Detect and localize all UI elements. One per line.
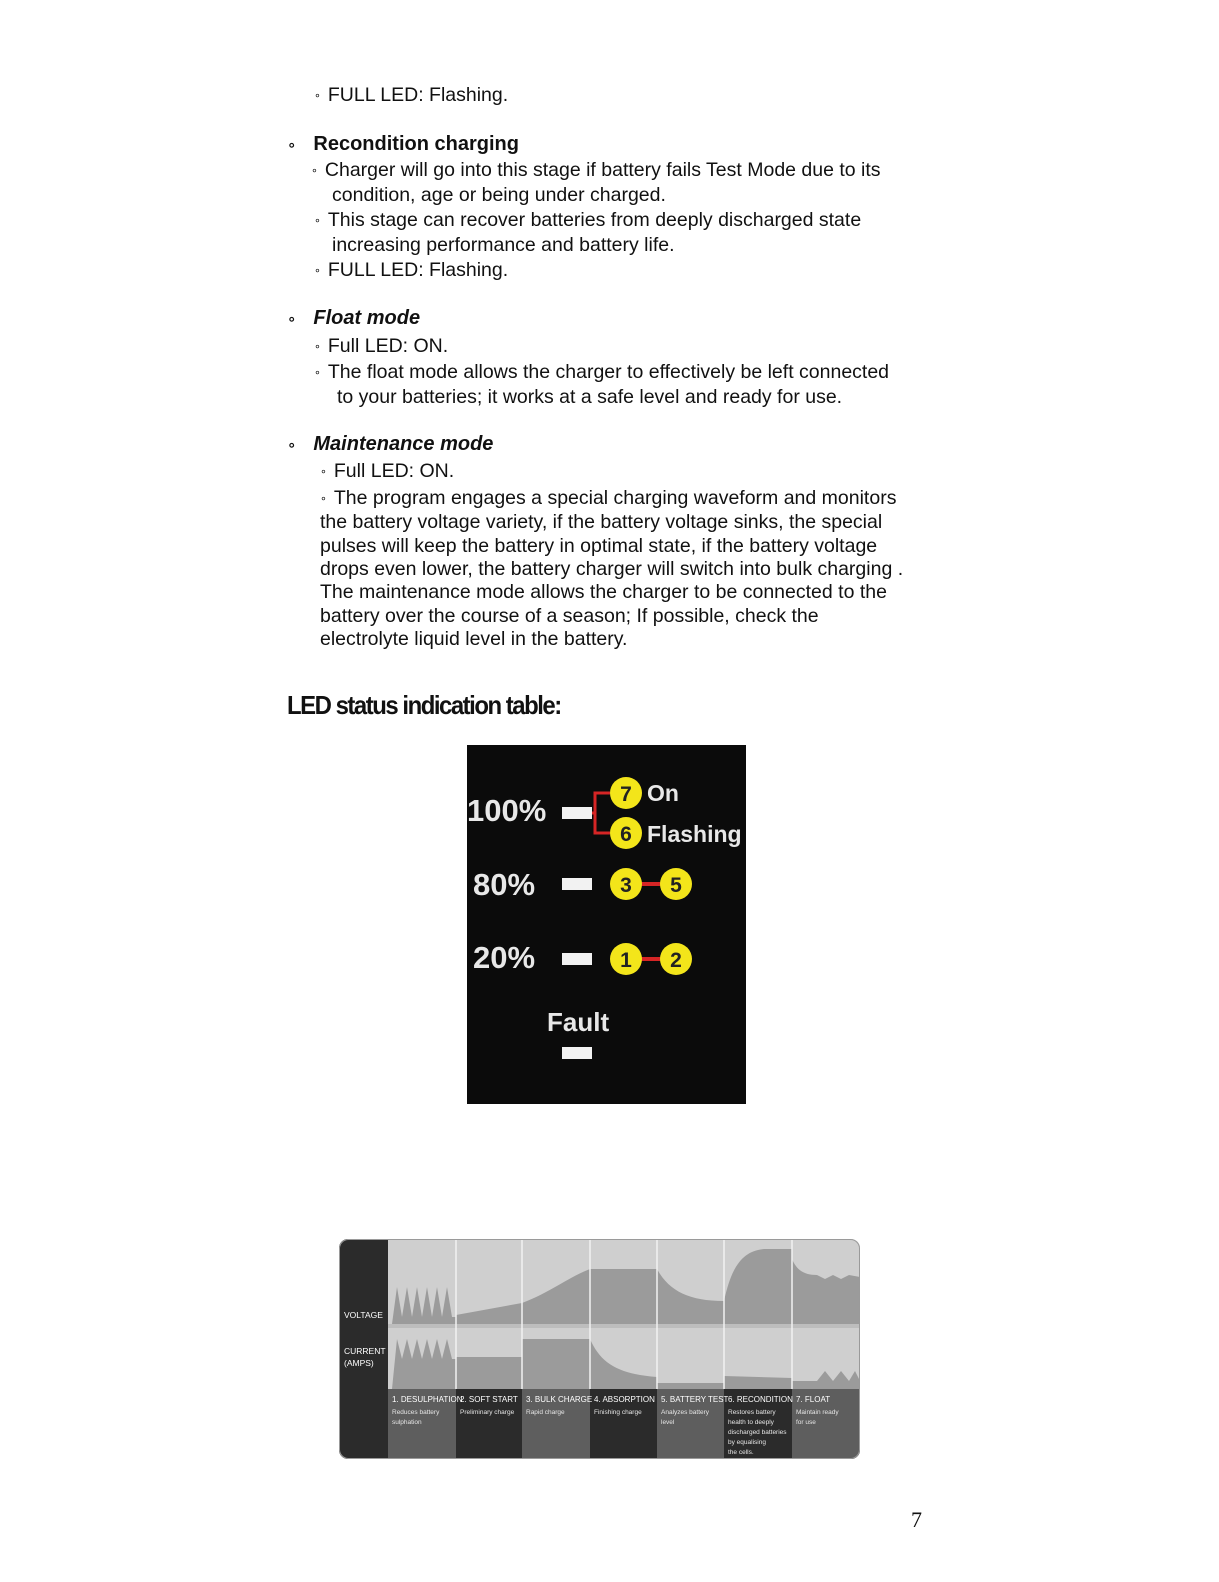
stage-desc-6: health to deeply (728, 1419, 774, 1426)
item-text: FULL LED: Flashing. (327, 84, 509, 106)
item-text: Charger will go into this stage if battery fails Test Mode due to its (324, 159, 881, 181)
voltage-absorption (590, 1269, 657, 1324)
heading-maintenance-mode: Maintenance mode (313, 433, 494, 455)
section-maintenance (287, 433, 493, 456)
stage-name-6: 6. RECONDITION (728, 1395, 793, 1404)
list-item (314, 83, 508, 108)
led-status-panel (467, 745, 746, 1104)
item-text: The program engages a special charging waveform and monitors (333, 487, 897, 509)
current-bulk (522, 1339, 590, 1389)
stage-desc-6: by equalising (728, 1439, 766, 1446)
bullet: ∘ (320, 493, 327, 505)
amps-label: (AMPS) (344, 1358, 374, 1368)
stage-desc-1: sulphation (392, 1419, 422, 1426)
level-label-100: 100% (467, 793, 547, 828)
level-label-80: 80% (473, 867, 536, 902)
led-bar-80 (562, 878, 592, 890)
stage-number-3: 3 (620, 874, 632, 897)
stage-desc-2: Preliminary charge (460, 1409, 515, 1416)
divider-voltage-current (388, 1324, 860, 1328)
fault-label: Fault (547, 1007, 610, 1037)
charging-stage-chart (339, 1239, 860, 1459)
item-text: The float mode allows the charger to effectively be left connected (327, 361, 890, 383)
heading-recondition-charging: Recondition charging (313, 133, 519, 155)
current-soft-start (456, 1357, 522, 1389)
stage-desc-1: Reduces battery (392, 1409, 440, 1416)
stage-number-6: 6 (620, 823, 632, 846)
bullet: ∘ (311, 165, 318, 177)
stage-name-7: 7. FLOAT (796, 1395, 831, 1404)
current-test (657, 1383, 724, 1389)
item-text-continued: condition, age or being under charged. (332, 184, 666, 206)
current-label: CURRENT (344, 1346, 386, 1356)
bullet: ∘ (287, 437, 297, 454)
stage-name-4: 4. ABSORPTION (594, 1395, 655, 1404)
item-text-continued: drops even lower, the battery charger will switch into bulk charging . (320, 558, 904, 580)
voltage-label: VOLTAGE (344, 1310, 383, 1320)
page-number: 7 (911, 1507, 922, 1532)
stage-desc-5: Analyzes battery (661, 1409, 710, 1416)
stage-desc-6: the cells. (728, 1449, 754, 1456)
level-label-20: 20% (473, 940, 536, 975)
bullet: ∘ (314, 265, 321, 277)
stage-number-7: 7 (620, 783, 632, 806)
item-text-continued: the battery voltage variety, if the battery voltage sinks, the special (320, 511, 883, 533)
list-item (314, 208, 861, 233)
item-text: Full LED: ON. (333, 460, 455, 482)
stage-number-5: 5 (670, 874, 682, 897)
list-item (314, 334, 448, 359)
list-item (314, 360, 889, 385)
stage-desc-7: Maintain ready (796, 1409, 839, 1416)
item-text-continued: increasing performance and battery life. (332, 234, 675, 256)
item-text-continued: to your batteries; it works at a safe level and ready for use. (337, 386, 843, 408)
stage-desc-6: discharged batteries (728, 1429, 787, 1436)
list-item (314, 258, 508, 283)
stage-name-1: 1. DESULPHATION (392, 1395, 463, 1404)
list-item (320, 459, 454, 484)
led-bar-fault (562, 1047, 592, 1059)
stage-name-2: 2. SOFT START (460, 1395, 518, 1404)
led-bar-20 (562, 953, 592, 965)
stage-desc-3: Rapid charge (526, 1409, 565, 1416)
stage-number-2: 2 (670, 949, 682, 972)
stage-name-3: 3. BULK CHARGE (526, 1395, 593, 1404)
on-label: On (647, 780, 679, 806)
list-item (311, 158, 881, 183)
item-text-continued: pulses will keep the battery in optimal state, if the battery voltage (320, 535, 878, 557)
stage-name-5: 5. BATTERY TEST (661, 1395, 729, 1404)
current-recondition (724, 1376, 792, 1389)
heading-float-mode: Float mode (313, 307, 421, 329)
section-float (287, 307, 420, 330)
item-text: Full LED: ON. (327, 335, 449, 357)
stage-desc-6: Restores battery (728, 1409, 776, 1416)
item-text: This stage can recover batteries from deeply discharged state (327, 209, 862, 231)
led-table-title: LED status indication table: (287, 690, 561, 720)
item-text-continued: electrolyte liquid level in the battery. (320, 628, 628, 650)
stage-desc-4: Finishing charge (594, 1409, 642, 1416)
item-text-continued: battery over the course of a season; If possible, check the (320, 605, 819, 627)
led-bar-100 (562, 807, 592, 819)
section-recondition (287, 133, 519, 156)
bullet: ∘ (314, 367, 321, 379)
bullet: ∘ (314, 215, 321, 227)
bullet: ∘ (287, 311, 297, 328)
bullet: ∘ (320, 466, 327, 478)
item-text-continued: The maintenance mode allows the charger to be connected to the (320, 581, 887, 603)
stage-desc-7: for use (796, 1419, 816, 1426)
bullet: ∘ (287, 137, 297, 154)
bullet: ∘ (314, 341, 321, 353)
item-text: FULL LED: Flashing. (327, 259, 509, 281)
flashing-label: Flashing (647, 821, 742, 847)
bullet: ∘ (314, 90, 321, 102)
stage-desc-5: level (661, 1419, 675, 1426)
list-item (320, 486, 896, 511)
stage-number-1: 1 (620, 949, 632, 972)
